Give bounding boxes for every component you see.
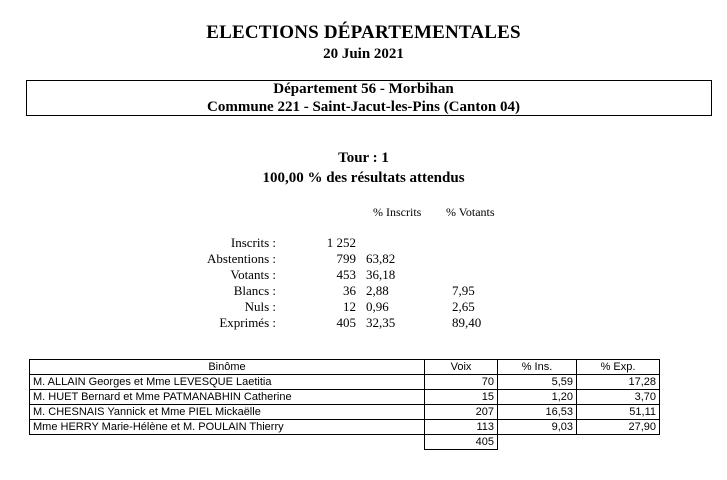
pct-ins-cell: 16,53 [498,405,577,420]
pct-votants-header: % Votants [446,205,495,219]
summary-row-votants [0,267,727,283]
pct-ins-header: % Ins. [498,360,577,375]
summary-row-exprimes [0,315,727,331]
total-blank [498,435,577,450]
summary-pct-inscrits: 0,96 [366,299,389,314]
summary-pct-inscrits: 36,18 [366,267,396,282]
summary-count: 12 [343,299,356,314]
pct-ins-cell: 1,20 [498,390,577,405]
tour-label: Tour : 1 [338,150,389,166]
pct-exp-cell: 17,28 [577,375,660,390]
summary-row-nuls [0,299,727,315]
total-voix-cell: 405 [425,435,498,450]
voix-header: Voix [425,360,498,375]
summary-label: Votants : [230,267,276,282]
voix-cell: 15 [425,390,498,405]
summary-label: Exprimés : [219,315,276,330]
summary-count: 453 [336,267,356,282]
results-header-row [30,360,660,375]
pct-ins-cell: 5,59 [498,375,577,390]
binome-header: Binôme [30,360,425,375]
departement-label: Département 56 - Morbihan [273,81,454,97]
summary-label: Inscrits : [230,235,276,250]
binome-cell: M. ALLAIN Georges et Mme LEVESQUE Laetitia [30,375,425,390]
summary-pct-votants: 89,40 [452,315,482,330]
binome-cell: Mme HERRY Marie-Hélène et M. POULAIN Thierry [30,420,425,435]
total-blank [30,435,425,450]
summary-count: 36 [343,283,356,298]
summary-row-abstentions [0,251,727,267]
summary-label: Blancs : [233,283,276,298]
voix-cell: 70 [425,375,498,390]
table-row [30,390,660,405]
results-table [29,359,660,450]
voix-cell: 113 [425,420,498,435]
binome-cell: M. CHESNAIS Yannick et Mme PIEL Mickaëlle [30,405,425,420]
total-row [30,435,660,450]
summary-pct-inscrits: 2,88 [366,283,389,298]
pct-inscrits-header: % Inscrits [373,205,422,219]
summary-count: 405 [336,315,356,330]
summary-pct-votants: 7,95 [452,283,475,298]
summary-row-inscrits [0,235,727,251]
pct-exp-cell: 27,90 [577,420,660,435]
binome-cell: M. HUET Bernard et Mme PATMANABHIN Catherine [30,390,425,405]
pct-exp-cell: 3,70 [577,390,660,405]
summary-pct-inscrits: 63,82 [366,251,396,266]
summary-label: Abstentions : [207,251,276,266]
pct-ins-cell: 9,03 [498,420,577,435]
summary-count: 799 [336,251,356,266]
table-row [30,405,660,420]
page-title: ELECTIONS DÉPARTEMENTALES [206,22,521,43]
table-row [30,420,660,435]
summary-pct-votants: 2,65 [452,299,475,314]
commune-label: Commune 221 - Saint-Jacut-les-Pins (Canton 04) [207,99,520,115]
summary-label: Nuls : [244,299,276,314]
total-blank [577,435,660,450]
summary-count: 1 252 [326,235,356,250]
results-expected-label: 100,00 % des résultats attendus [262,170,465,186]
election-date: 20 Juin 2021 [323,46,404,62]
summary-row-blancs [0,283,727,299]
pct-exp-cell: 51,11 [577,405,660,420]
summary-pct-inscrits: 32,35 [366,315,396,330]
pct-exp-header: % Exp. [577,360,660,375]
table-row [30,375,660,390]
voix-cell: 207 [425,405,498,420]
